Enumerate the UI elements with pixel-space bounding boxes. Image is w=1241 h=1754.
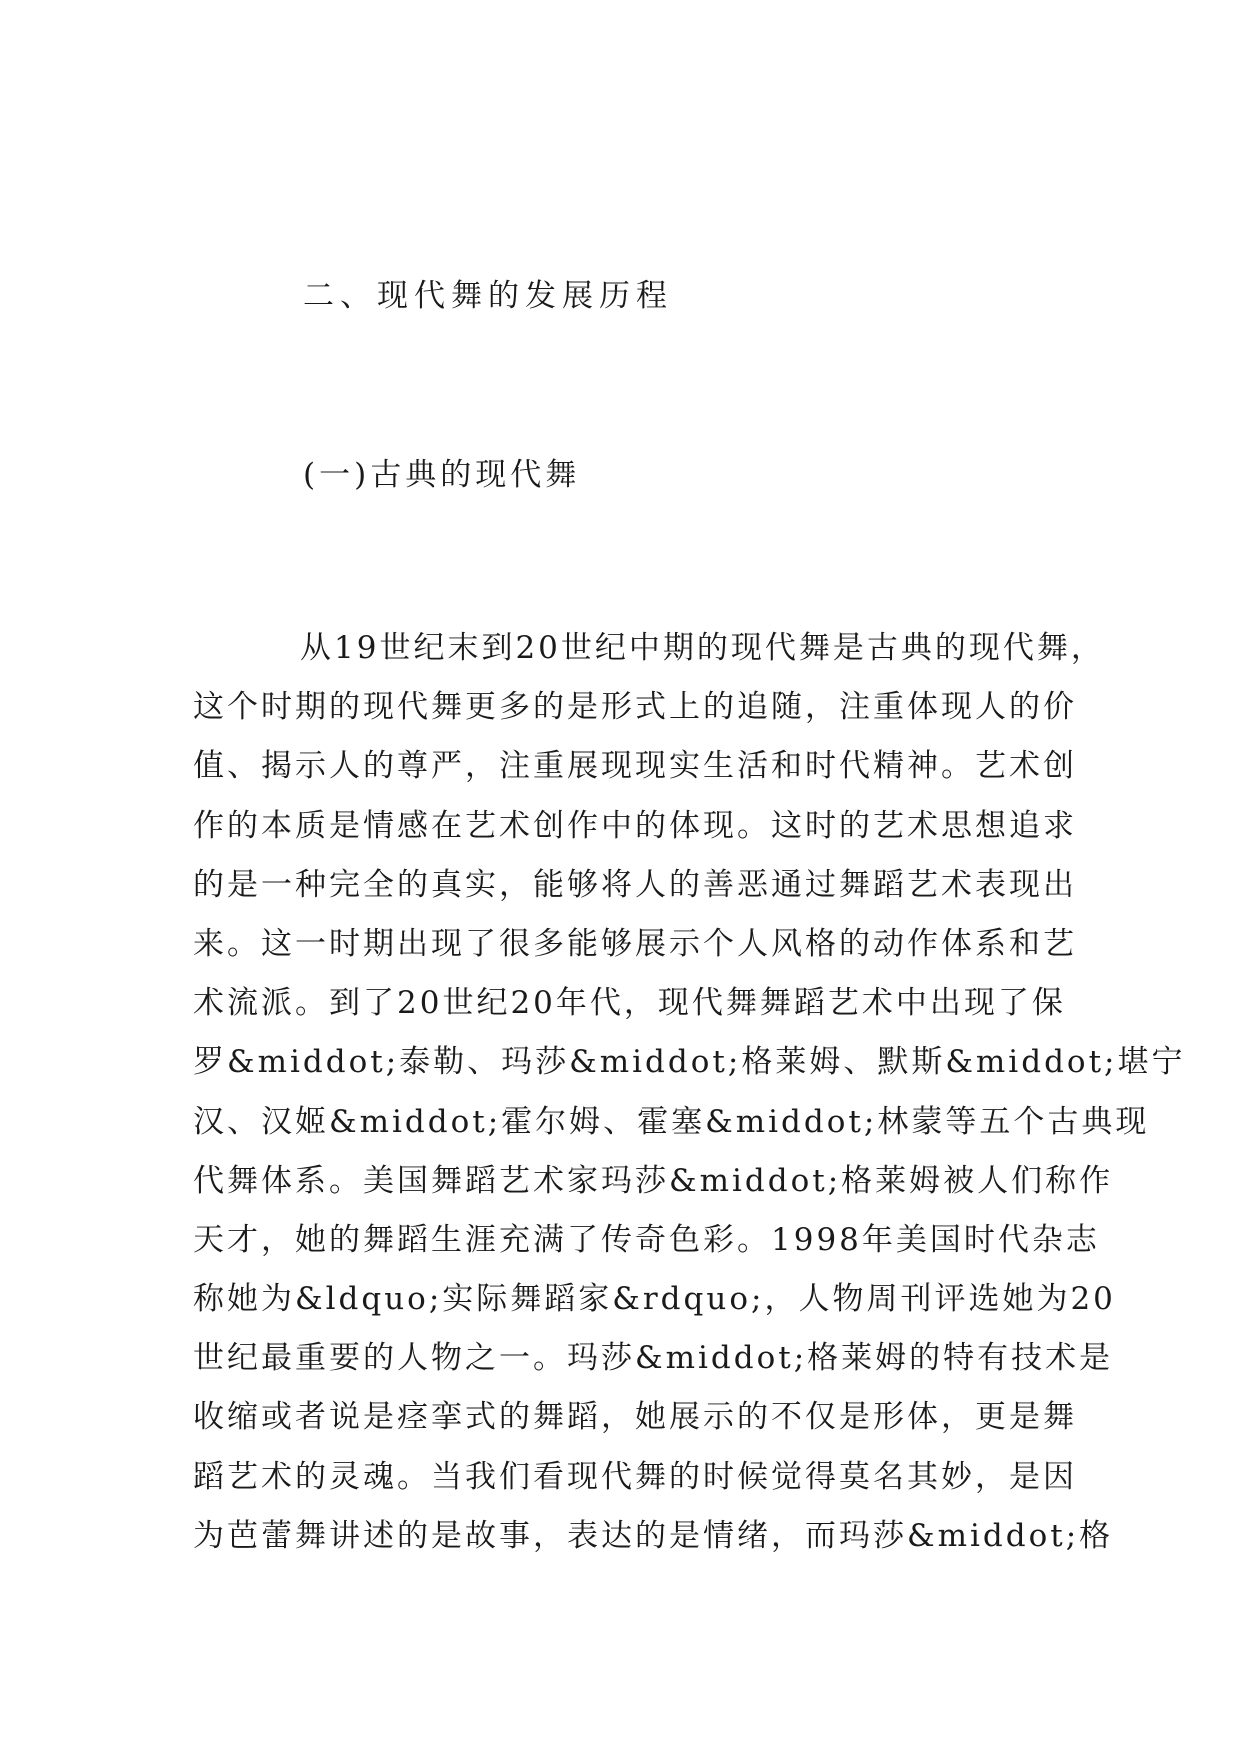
paragraph-line: 罗&middot;泰勒、玛莎&middot;格莱姆、默斯&middot;堪宁 [193, 1044, 1186, 1081]
paragraph-line: 代舞体系。美国舞蹈艺术家玛莎&middot;格莱姆被人们称作 [193, 1162, 1114, 1199]
paragraph-line: 汉、汉姬&middot;霍尔姆、霍塞&middot;林蒙等五个古典现 [193, 1103, 1150, 1140]
paragraph-line: 值、揭示人的尊严，注重展现现实生活和时代精神。艺术创 [193, 748, 1077, 785]
paragraph-line: 从19世纪末到20世纪中期的现代舞是古典的现代舞， [300, 630, 1105, 666]
body-paragraph [193, 628, 1186, 1575]
paragraph-line: 世纪最重要的人物之一。玛莎&middot;格莱姆的特有技术是 [193, 1340, 1114, 1377]
paragraph-line: 作的本质是情感在艺术创作中的体现。这时的艺术思想追求 [193, 807, 1077, 844]
paragraph-line: 这个时期的现代舞更多的是形式上的追随，注重体现人的价 [193, 689, 1077, 726]
paragraph-line: 收缩或者说是痉挛式的舞蹈，她展示的不仅是形体，更是舞 [193, 1399, 1077, 1436]
section-heading: 二、现代舞的发展历程 [303, 278, 673, 314]
paragraph-line: 称她为&ldquo;实际舞蹈家&rdquo;，人物周刊评选她为20 [193, 1281, 1116, 1318]
subsection-heading: (一)古典的现代舞 [303, 457, 581, 493]
paragraph-line: 术流派。到了20世纪20年代，现代舞舞蹈艺术中出现了保 [193, 985, 1066, 1022]
paragraph-line: 为芭蕾舞讲述的是故事，表达的是情绪，而玛莎&middot;格 [193, 1517, 1114, 1554]
paragraph-line: 来。这一时期出现了很多能够展示个人风格的动作体系和艺 [193, 925, 1077, 962]
paragraph-line: 蹈艺术的灵魂。当我们看现代舞的时候觉得莫名其妙，是因 [193, 1458, 1077, 1495]
paragraph-line: 天才，她的舞蹈生涯充满了传奇色彩。1998年美国时代杂志 [193, 1221, 1100, 1258]
paragraph-line: 的是一种完全的真实，能够将人的善恶通过舞蹈艺术表现出 [193, 866, 1077, 903]
